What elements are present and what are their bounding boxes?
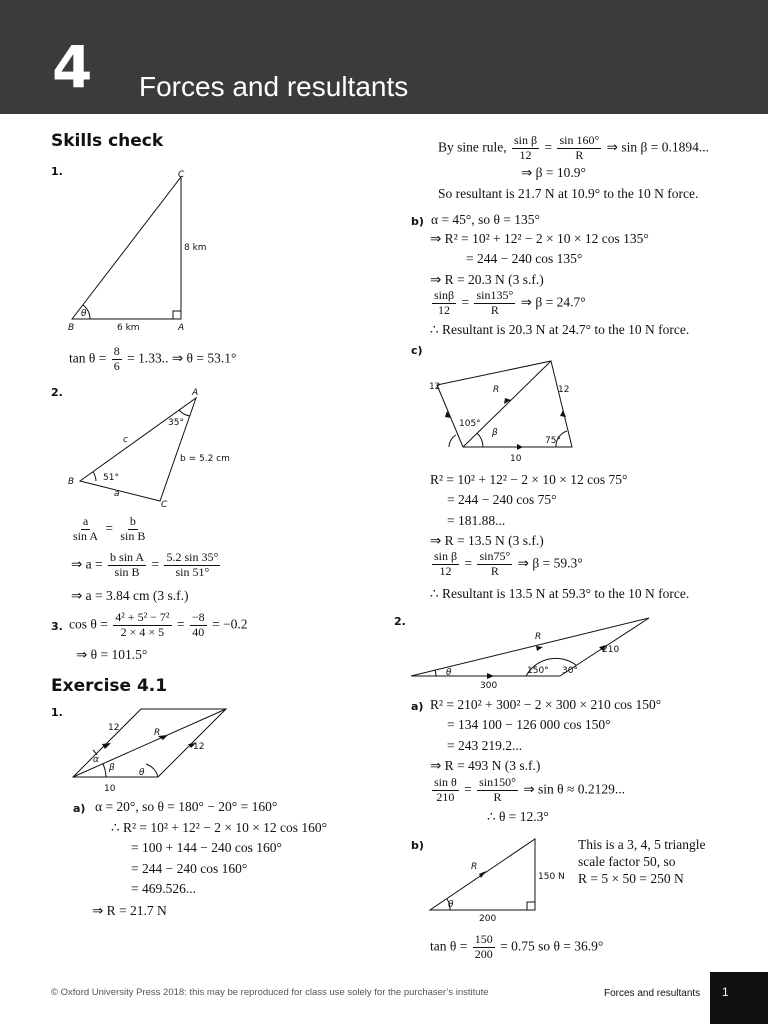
ex-q2-part-a-label: a) (411, 700, 424, 713)
angle-30-label: 30° (562, 666, 578, 676)
skills-q3-result: ⇒ θ = 101.5° (76, 647, 148, 662)
ex-q2-diagram (406, 612, 656, 692)
skills-q2-line2: ⇒ a = $\frac{\text{b sin A}}{\text{sin B}}$ = $\frac{5.2 \sin 35^\circ}{\sin 51^\circ}$ (71, 550, 219, 579)
side-12-right-label: 12 (558, 385, 570, 395)
resultant-r-label: R (154, 728, 161, 738)
alpha-label: α (93, 755, 99, 765)
base-10-label: 10 (104, 784, 116, 794)
side-c-label: c (123, 435, 128, 445)
side-210-label: 210 (602, 645, 620, 655)
ex-q2-b-text2: scale factor 50, so (578, 854, 676, 869)
skills-q1-number: 1. (51, 165, 63, 178)
ex-q1-a-line3: = 100 + 144 − 240 cos 160° (131, 840, 282, 855)
vertex-b-label: B (68, 477, 75, 487)
ex-q1-c-diagram (425, 355, 585, 470)
angle-51-label: 51° (103, 473, 119, 483)
ex-q2-a-line2: = 134 100 − 126 000 cos 150° (447, 717, 611, 732)
ex-q1-number: 1. (51, 706, 63, 719)
chapter-title: Forces and resultants (139, 71, 409, 102)
ex-q1-part-a-label: a) (73, 802, 86, 815)
base-200-label: 200 (479, 914, 497, 924)
angle-105-label: 105° (459, 419, 481, 429)
side-150n-label: 150 N (538, 872, 565, 882)
ex-q1-c-sine: $\frac{\text{sin β}}{12}$ = $\frac{\sin 75^\circ}{R}$ ⇒ β = 59.3° (434, 549, 583, 578)
copyright-footer: © Oxford University Press 2018: this may be reproduced for class use solely for the purchaser’s institute (51, 987, 489, 998)
vertex-b-label: B (68, 323, 75, 333)
skills-q2-number: 2. (51, 386, 63, 399)
skills-q2-diagram (66, 383, 246, 513)
vertex-c-label: C (161, 500, 168, 510)
skills-q2-line1: $\frac{a}{\text{sin A}}$ = $\frac{b}{\text{sin B}}$ (73, 514, 146, 543)
ex-q2-b-text3: R = 5 × 50 = 250 N (578, 871, 684, 886)
ex-q2-b-diagram (425, 833, 575, 928)
resultant-a: So resultant is 21.7 N at 10.9° to the 10 N force. (438, 186, 699, 201)
ex-q1-diagram (66, 700, 236, 800)
side-12-right-label: 12 (193, 742, 205, 752)
skills-q1-answer: tan θ = $\frac{8}{6}$ = 1.33.. ⇒ θ = 53.1° (69, 344, 237, 373)
ex-q2-a-theta: ∴ θ = 12.3° (487, 809, 549, 824)
ex-q1-b-line3: = 244 − 240 cos 135° (466, 251, 583, 266)
theta-label: θ (448, 900, 454, 910)
theta-label: θ (81, 309, 87, 319)
angle-75-label: 75° (545, 436, 561, 446)
resultant-r-label: R (535, 632, 542, 642)
ex-q1-b-sine: $\frac{\sin\beta}{12}$ = $\frac{\sin 135^\circ}{R}$ ⇒ β = 24.7° (434, 288, 586, 317)
skills-check-heading: Skills check (51, 131, 164, 151)
ex-q1-c-line2: = 244 − 240 cos 75° (447, 492, 557, 507)
resultant-r-label: R (471, 862, 478, 872)
ex-q2-b-text1: This is a 3, 4, 5 triangle (578, 837, 706, 852)
footer-section-title: Forces and resultants (604, 988, 701, 999)
angle-35-label: 35° (168, 418, 184, 428)
ex-q1-a-line1: α = 20°, so θ = 180° − 20° = 160° (95, 799, 278, 814)
beta-result: ⇒ β = 10.9° (521, 165, 586, 180)
ex-q1-c-line1: R² = 10² + 12² − 2 × 10 × 12 cos 75° (430, 472, 628, 487)
side-12-left-label: 12 (108, 723, 120, 733)
page-number: 1 (722, 985, 729, 999)
base-300-label: 300 (480, 681, 498, 691)
skills-q3-number: 3. (51, 620, 63, 633)
base-6km-label: 6 km (117, 323, 140, 333)
theta-label: θ (446, 668, 452, 678)
side-a-label: a (114, 489, 120, 499)
ex-q1-part-b-label: b) (411, 215, 424, 228)
ex-q2-a-sine: $\frac{\text{sin θ}}{210}$ = $\frac{\sin 150^\circ}{R}$ ⇒ sin θ ≈ 0.2129... (434, 775, 626, 804)
exercise-heading: Exercise 4.1 (51, 676, 168, 696)
ex-q1-part-c-label: c) (411, 344, 423, 357)
angle-150-label: 150° (527, 666, 549, 676)
beta-label: β (492, 428, 498, 438)
base-10-label: 10 (510, 454, 522, 464)
vertex-c-label: C (178, 170, 185, 180)
ex-q1-b-line1: α = 45°, so θ = 135° (431, 212, 540, 227)
ex-q2-a-line1: R² = 210² + 300² − 2 × 300 × 210 cos 150° (430, 697, 662, 712)
ex-q1-c-line3: = 181.88... (447, 513, 506, 528)
ex-q2-b-tan: tan θ = $\frac{150}{200}$ = 0.75 so θ = 36.9° (430, 932, 604, 961)
page-number-box (710, 972, 768, 1024)
ex-q1-b-result: ∴ Resultant is 20.3 N at 24.7° to the 10 N force. (430, 322, 690, 337)
theta-label: θ (139, 768, 145, 778)
side-b-label: b = 5.2 cm (180, 454, 230, 464)
ex-q2-number: 2. (394, 615, 406, 628)
side-12-left-label: 12 (429, 382, 441, 392)
vertex-a-label: A (192, 388, 199, 398)
resultant-r-label: R (493, 385, 500, 395)
beta-label: β (109, 763, 115, 773)
ex-q1-c-line4: ⇒ R = 13.5 N (3 s.f.) (430, 533, 544, 548)
vertex-a-label: A (178, 323, 185, 333)
ex-q2-a-line4: ⇒ R = 493 N (3 s.f.) (430, 758, 541, 773)
ex-q1-a-line6: ⇒ R = 21.7 N (92, 903, 167, 918)
ex-q1-a-line4: = 244 − 240 cos 160° (131, 861, 248, 876)
side-8km-label: 8 km (184, 243, 207, 253)
ex-q1-a-line2: ∴ R² = 10² + 12² − 2 × 10 × 12 cos 160° (111, 820, 328, 835)
ex-q1-b-line2: ⇒ R² = 10² + 12² − 2 × 10 × 12 cos 135° (430, 231, 649, 246)
skills-q2-line3: ⇒ a = 3.84 cm (3 s.f.) (71, 588, 189, 603)
ex-q1-a-line5: = 469.526... (131, 881, 196, 896)
skills-q3-line1: cos θ = $\frac{\text{4² + 5² − 7²}}{2 \times 4 \times 5}$ = $\frac{-8}{40}$ = −0.2 (69, 610, 248, 639)
ex-q1-c-result: ∴ Resultant is 13.5 N at 59.3° to the 10 N force. (430, 586, 690, 601)
ex-q2-a-line3: = 243 219.2... (447, 738, 523, 753)
chapter-number: 4 (52, 33, 93, 101)
sine-rule-line: By sine rule, $\frac{\text{sin β}}{12}$ = $\frac{\sin 160^\circ}{R}$ ⇒ sin β = 0.1894... (438, 133, 709, 162)
skills-q1-diagram (60, 165, 220, 335)
ex-q1-b-line4: ⇒ R = 20.3 N (3 s.f.) (430, 272, 544, 287)
ex-q2-part-b-label: b) (411, 839, 424, 852)
